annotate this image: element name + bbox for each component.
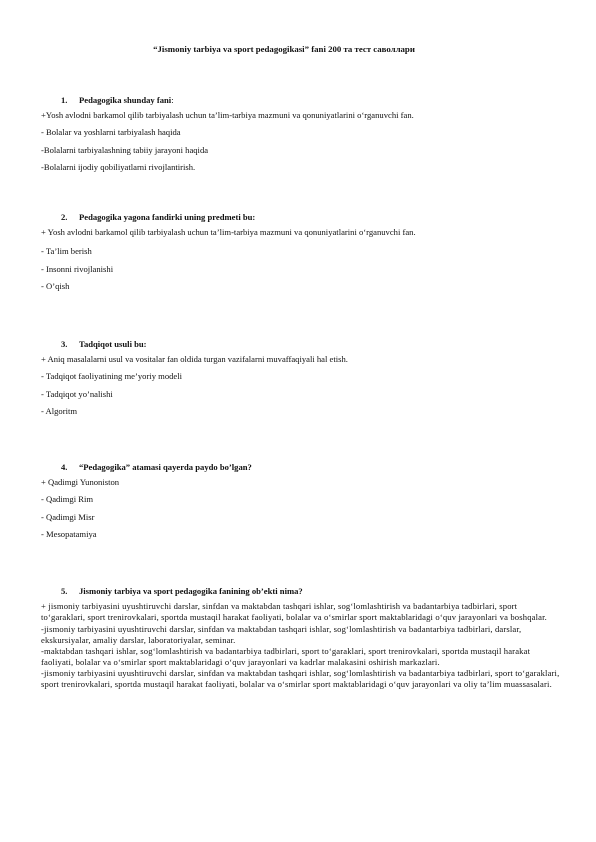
answer-option: + Aniq masalalarni usul va vositalar fan oldida turgan vazifalarni muvaffaqiyali hal etish. [41,354,348,365]
answer-option: -Bolalarni tarbiyalashning tabiiy jarayoni haqida [41,144,209,155]
answer-option: - O’qish [41,280,70,291]
answer-option: - Qadimgi Misr [41,511,95,522]
answer-option: - Tadqiqot faoliyatining me’yoriy modeli [41,371,183,382]
answer-option: + Yosh avlodni barkamol qilib tarbiyalash uchun ta’lim-tarbiya mazmuni va qonuniyatlarini o‘rganuvchi fan. [41,227,416,238]
question-text: Tadqiqot usuli bu: [79,339,147,349]
question-heading [41,212,561,223]
question-1 [41,95,561,179]
answer-option: +Yosh avlodni barkamol qilib tarbiyalash uchun ta’lim-tarbiya mazmuni va qonuniyatlarini o‘rganuvchi fan. [41,110,414,121]
question-text: Pedagogika shunday fani [79,95,172,105]
answer-option: - Algoritm [41,405,78,416]
question-2 [41,212,561,298]
question-number: 5. [61,586,68,596]
answer-option: - Ta’lim berish [41,246,92,257]
answer-option: + Qadimgi Yunoniston [41,477,120,488]
question-5 [41,586,561,691]
answer-option: -maktabdan tashqari ishlar, sog‘lomlashtirish va badantarbiya tadbirlari, sport to‘garaklari, sport trenirovkalari, sportda mustaqil harakat faoliyati, bolalar va o‘smirlar sport maktablaridagi o‘quv jarayonlari va kadrlar malakasini oshirish markazlari. [41,645,531,668]
question-text: Pedagogika yagona fandirki uning predmeti bu: [79,212,256,222]
question-number: 1. [61,95,68,105]
answer-option: - Qadimgi Rim [41,494,94,505]
answer-option: - Insonni rivojlanishi [41,263,114,274]
answer-option: -jismoniy tarbiyasini uyushtiruvchi darslar, sinfdan va maktabdan tashqari ishlar, sog‘lomlashtirish va badantarbiya tadbirlari, darslar, ekskursiyalar, amaliy darslar, laboratoriyalar, seminar. [41,623,522,645]
question-4 [41,462,561,546]
question-heading [41,586,561,597]
question-suffix: : [171,95,174,105]
question-heading [41,339,561,350]
question-number: 2. [61,212,68,222]
answer-option: -Bolalarni ijodiy qobiliyatlarni rivojlantirish. [41,161,196,172]
question-heading [41,462,561,473]
answer-option: - Bolalar va yoshlarni tarbiyalash haqida [41,127,181,138]
answer-option: - Tadqiqot yo’nalishi [41,388,113,399]
question-text: “Pedagogika” atamasi qayerda paydo bo’lgan? [79,462,252,472]
question-number: 3. [61,339,68,349]
question-3 [41,339,561,423]
question-number: 4. [61,462,68,472]
answer-option: -jismoniy tarbiyasini uyushtiruvchi darslar, sinfdan va maktabdan tashqari ishlar, sog‘lomlashtirish va badantarbiya tadbirlari, sport to‘garaklari, sport trenirovkalari, sportda mustaqil harakat faoliyati, bolalar va o‘smirlar sport maktablaridagi o‘quv jarayonlari va oliy ta’lim muassasalari. [41,668,560,690]
document-title: “Jismoniy tarbiya va sport pedagogikasi” fani 200 та тест саволлари [153,44,415,54]
answer-option: - Mesopatamiya [41,528,97,539]
answer-option: + jismoniy tarbiyasini uyushtiruvchi darslar, sinfdan va maktabdan tashqari ishlar, sog‘lomlashtirish va badantarbiya tadbirlari, sport to‘garaklari, sport trenirovkalari, sportda mustaqil harakat faoliyati, bolalar va o‘smirlar sport maktablaridagi o‘quv jarayonlari va boshqalar. [41,601,547,623]
question-heading [41,95,561,106]
question-text: Jismoniy tarbiya va sport pedagogika fanining ob’ekti nima? [79,586,303,596]
